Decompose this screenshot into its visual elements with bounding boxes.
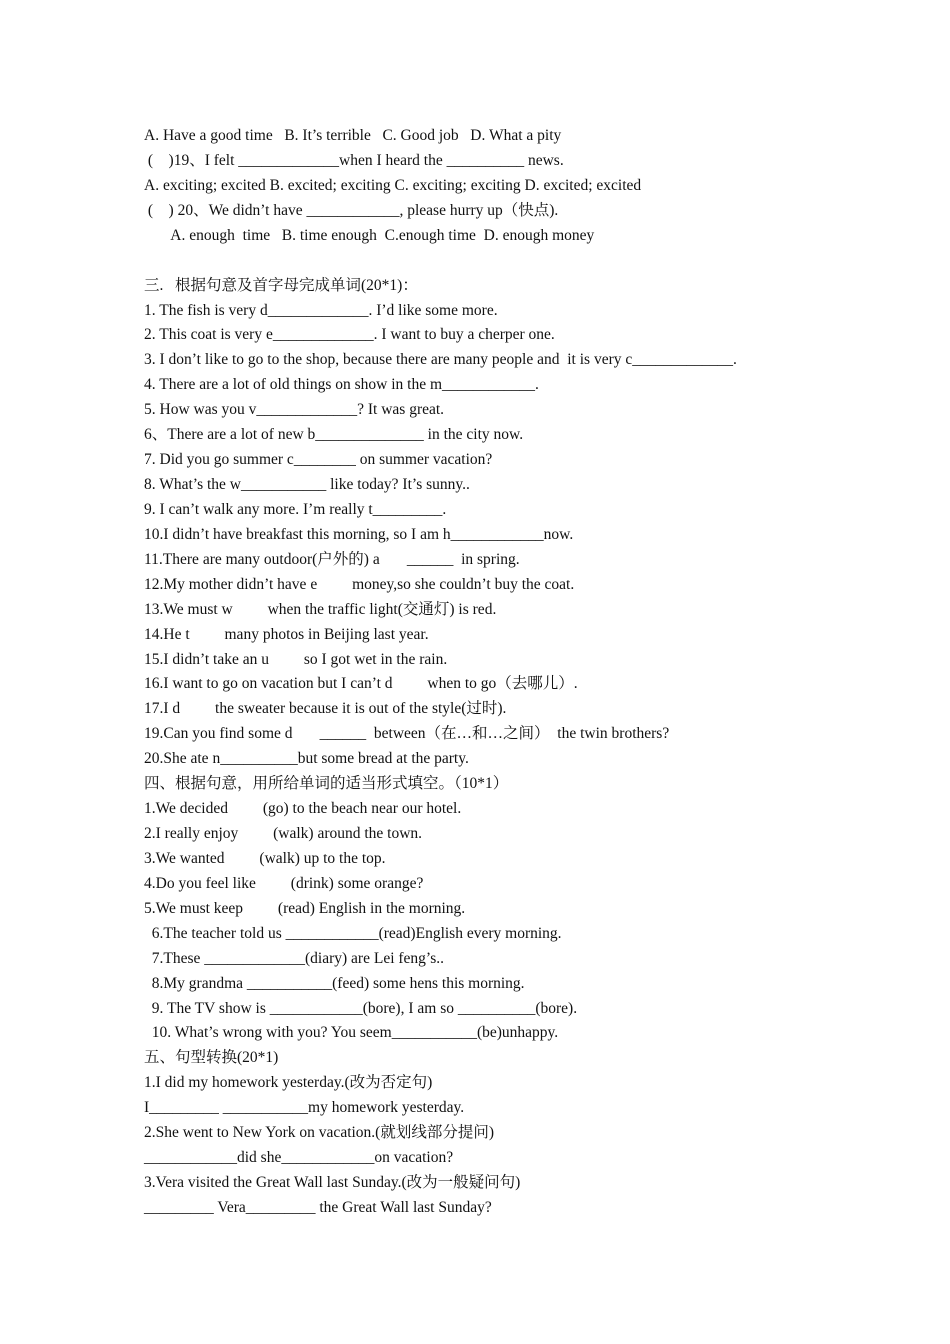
text-line: 3.Vera visited the Great Wall last Sunday.(改为一般疑问句) [144, 1174, 521, 1192]
text-line: 3.We wanted (walk) up to the top. [144, 849, 386, 867]
text-line: 1.I did my homework yesterday.(改为否定句) [144, 1074, 433, 1092]
text-line: 12.My mother didn’t have e money,so she couldn’t buy the coat. [144, 575, 575, 593]
text-line: A. Have a good time B. It’s terrible C. Good job D. What a pity [144, 127, 562, 144]
text-line: 三. 根据句意及首字母完成单词(20*1)： [144, 276, 418, 294]
text-line: 15.I didn’t take an u so I got wet in the rain. [144, 650, 448, 668]
text-line: A. exciting; excited B. excited; exciting C. exciting; exciting D. excited; excited [144, 176, 642, 194]
text-line: 5. How was you v_____________? It was great. [144, 401, 445, 419]
text-line: 13.We must w when the traffic light(交通灯) is red. [144, 600, 497, 618]
text-line: 2. This coat is very e_____________. I want to buy a cherper one. [144, 326, 555, 344]
text-line: 6.The teacher told us ____________(read)English every morning. [144, 924, 562, 942]
text-line: 五、句型转换(20*1) [144, 1049, 279, 1067]
text-line: 6、There are a lot of new b______________ in the city now. [144, 426, 524, 444]
text-line: 4. There are a lot of old things on show in the m____________. [144, 376, 539, 394]
text-line: ( )19、I felt _____________when I heard the __________ news. [144, 151, 564, 169]
text-line [144, 249, 890, 273]
text-line: A. enough time B. time enough C.enough time D. enough money [144, 226, 595, 244]
text-line: 20.She ate n__________but some bread at the party. [144, 750, 469, 768]
text-line: 14.He t many photos in Beijing last year. [144, 625, 429, 643]
text-line: 8. What’s the w___________ like today? It’s sunny.. [144, 476, 470, 494]
text-line: ( ) 20、We didn’t have ____________, please hurry up（快点). [144, 201, 559, 219]
text-line: ____________did she____________on vacation? [144, 1149, 454, 1167]
text-line: 9. I can’t walk any more. I’m really t_________. [144, 500, 447, 518]
text-line: 8.My grandma ___________(feed) some hens this morning. [144, 974, 525, 992]
text-line: I_________ ___________my homework yesterday. [144, 1099, 465, 1117]
text-line: 7.These _____________(diary) are Lei feng’s.. [144, 949, 445, 967]
text-line: 2.She went to New York on vacation.(就划线部分提问) [144, 1124, 495, 1142]
text-line: 四、根据句意，用所给单词的适当形式填空。（10*1） [144, 775, 509, 793]
text-line: 19.Can you find some d ______ between（在…和…之间） the twin brothers? [144, 725, 670, 743]
text-line: _________ Vera_________ the Great Wall last Sunday? [144, 1198, 492, 1216]
text-line: 17.I d the sweater because it is out of the style(过时). [144, 700, 507, 718]
text-line: 1.We decided (go) to the beach near our hotel. [144, 800, 462, 818]
text-line: 5.We must keep (read) English in the morning. [144, 899, 466, 917]
text-line: 16.I want to go on vacation but I can’t d when to go（去哪儿）. [144, 675, 578, 693]
text-line: 10. What’s wrong with you? You seem___________(be)unhappy. [144, 1024, 559, 1042]
text-line: 9. The TV show is ____________(bore), I am so __________(bore). [144, 999, 578, 1017]
text-line: 7. Did you go summer c________ on summer vacation? [144, 451, 493, 469]
text-line: 4.Do you feel like (drink) some orange? [144, 874, 424, 892]
text-line: 11.There are many outdoor(户外的) a ______ in spring. [144, 550, 520, 568]
text-line: 1. The fish is very d_____________. I’d like some more. [144, 301, 498, 319]
text-line: 2.I really enjoy (walk) around the town. [144, 825, 423, 843]
text-line: 3. I don’t like to go to the shop, because there are many people and it is very c_____________. [144, 351, 737, 369]
text-line: 10.I didn’t have breakfast this morning, so I am h____________now. [144, 525, 574, 543]
